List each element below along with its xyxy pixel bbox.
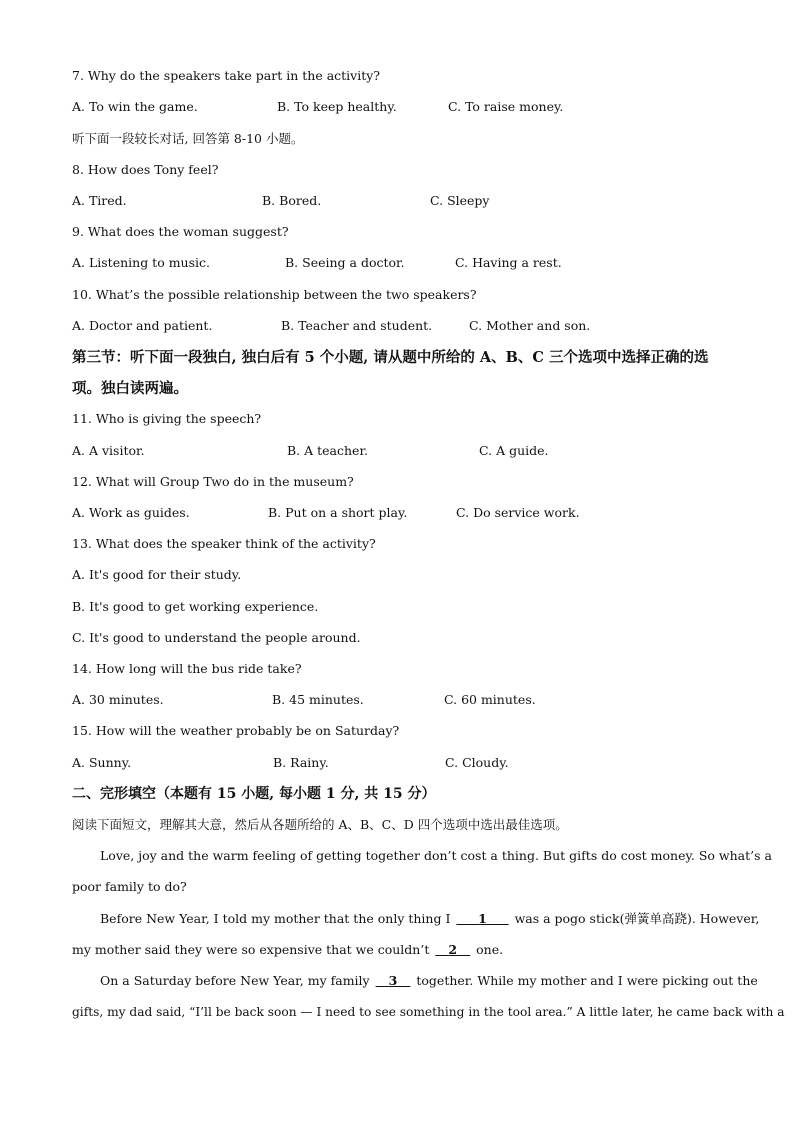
question-10-option-b: B. Teacher and student.	[281, 318, 433, 333]
part-2-instruction: 阅读下面短文，理解其大意，然后从各题所给的 A、B、C、D 四个选项中选出最佳选项。	[72, 817, 568, 832]
question-10-option-a: A. Doctor and patient.	[72, 318, 213, 333]
question-13-option-c: C. It's good to understand the people around.	[72, 630, 361, 645]
blank-3	[374, 973, 413, 988]
question-9-option-a: A. Listening to music.	[72, 255, 210, 270]
passage-text: was a pogo stick(弹簧单高跷). However,	[510, 911, 760, 926]
question-15-option-b: B. Rainy.	[273, 755, 329, 770]
passage-p3-line2: gifts, my dad said, “I’ll be back soon — I need to see something in the tool area.” A little later, he came back with a	[72, 1005, 785, 1019]
section-3-heading: 第三节：听下面一段独白, 独白后有 5 个小题, 请从题中所给的 A、B、C 三个选项中选择正确的选项。独白读两遍。	[72, 349, 709, 397]
passage-text: On a Saturday before New Year, my family	[100, 973, 374, 988]
question-11-option-c: C. A guide.	[479, 443, 549, 458]
question-14-option-b: B. 45 minutes.	[272, 692, 364, 707]
question-8-option-c: C. Sleepy	[430, 193, 490, 208]
question-14-option-a: A. 30 minutes.	[72, 692, 164, 707]
passage-p1-line2: poor family to do?	[72, 879, 187, 894]
question-10-option-c: C. Mother and son.	[469, 318, 591, 333]
question-15-stem: 15. How will the weather probably be on Saturday?	[72, 723, 400, 738]
blank-number: 1	[478, 911, 487, 926]
question-14-stem: 14. How long will the bus ride take?	[72, 661, 302, 676]
question-9-stem: 9. What does the woman suggest?	[72, 224, 289, 239]
question-11-option-b: B. A teacher.	[287, 443, 369, 458]
blank-1	[454, 911, 510, 926]
part-2-heading: 二、完形填空（本题有 15 小题, 每小题 1 分, 共 15 分）	[72, 786, 436, 802]
question-9-option-b: B. Seeing a doctor.	[285, 255, 405, 270]
question-13-option-b: B. It's good to get working experience.	[72, 599, 319, 614]
question-12-option-b: B. Put on a short play.	[268, 505, 408, 520]
passage-text: Before New Year, I told my mother that the only thing I	[100, 911, 455, 926]
passage-text: one.	[472, 942, 504, 957]
passage-text: together. While my mother and I were picking out the	[412, 973, 758, 988]
question-11-option-a: A. A visitor.	[72, 443, 145, 458]
passage-p3-line1	[100, 973, 758, 989]
question-12-option-c: C. Do service work.	[456, 505, 580, 520]
blank-number: 2	[448, 942, 458, 957]
question-14-option-c: C. 60 minutes.	[444, 692, 536, 707]
question-10-stem: 10. What’s the possible relationship between the two speakers?	[72, 287, 477, 302]
question-7-option-c: C. To raise money.	[448, 99, 564, 114]
question-15-option-a: A. Sunny.	[72, 755, 132, 770]
blank-2	[433, 942, 472, 957]
passage-p2-line1	[100, 911, 760, 927]
question-8-option-a: A. Tired.	[72, 193, 127, 208]
question-7-option-b: B. To keep healthy.	[277, 99, 397, 114]
passage-p1-line1: Love, joy and the warm feeling of getting together don’t cost a thing. But gifts do cost money. So what’s a	[100, 848, 772, 863]
question-13-option-a: A. It's good for their study.	[72, 567, 242, 582]
question-9-option-c: C. Having a rest.	[455, 255, 562, 270]
question-11-stem: 11. Who is giving the speech?	[72, 411, 262, 426]
question-8-option-b: B. Bored.	[262, 193, 322, 208]
question-8-stem: 8. How does Tony feel?	[72, 162, 219, 177]
question-7-option-a: A. To win the game.	[72, 99, 198, 114]
question-12-stem: 12. What will Group Two do in the museum?	[72, 474, 354, 489]
instruction-8-10: 听下面一段较长对话, 回答第 8-10 小题。	[72, 131, 304, 146]
question-13-stem: 13. What does the speaker think of the activity?	[72, 536, 376, 551]
question-7-stem: 7. Why do the speakers take part in the activity?	[72, 68, 381, 83]
question-15-option-c: C. Cloudy.	[445, 755, 509, 770]
passage-p2-line2	[72, 942, 724, 958]
passage-text: my mother said they were so expensive that we couldn’t	[72, 942, 434, 957]
blank-number: 3	[388, 973, 398, 988]
question-12-option-a: A. Work as guides.	[72, 505, 190, 520]
